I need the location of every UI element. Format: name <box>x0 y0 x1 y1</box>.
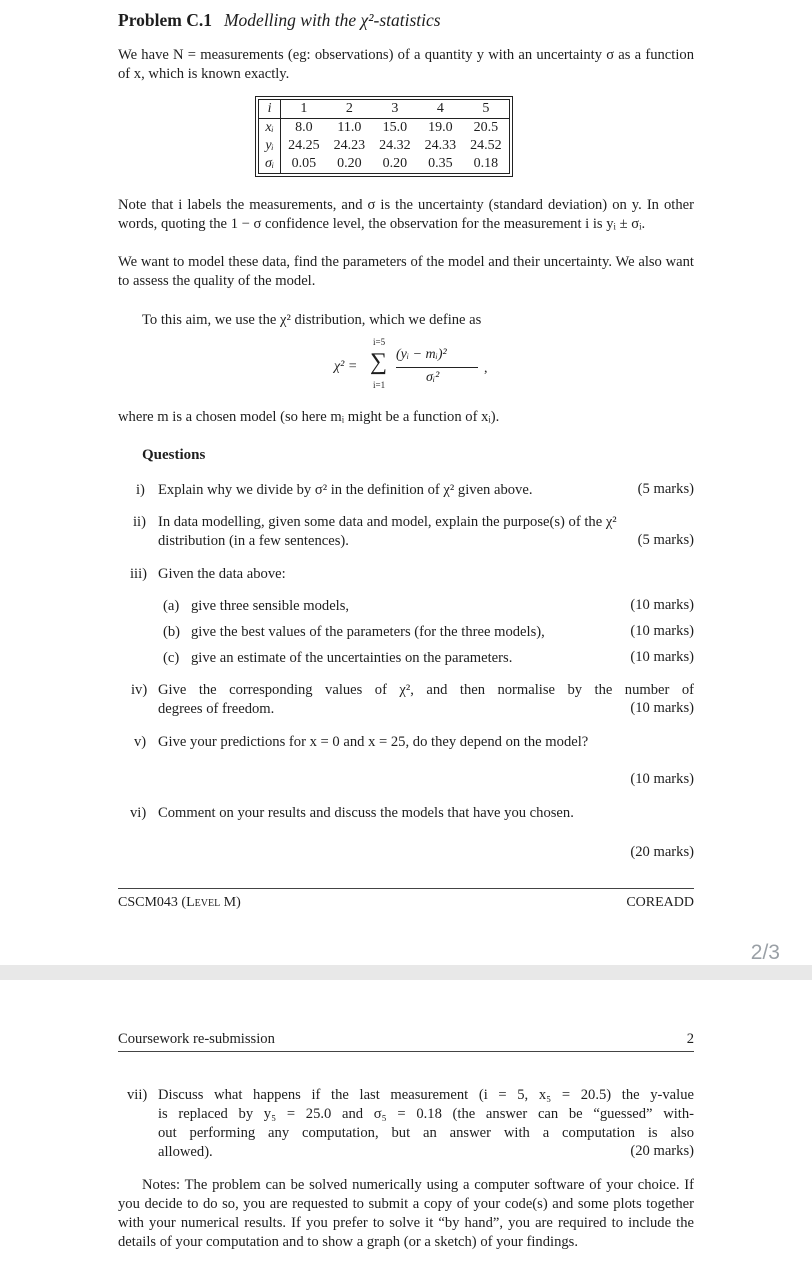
page2-page-number: 2 <box>686 1031 694 1047</box>
question-7-text-line1: Discuss what happens if the last measurement (i = 5, x₅ = 20.5) the y-value <box>158 1087 694 1103</box>
sum-lower-limit: i=1 <box>373 380 386 390</box>
question-7-marks: (20 marks) <box>630 1143 694 1159</box>
intro-paragraph: We have N = measurements (eg: observations) of a quantity y with an uncertainty σ as a function of x, which is known exactly. <box>118 47 694 82</box>
question-1-text: Explain why we divide by σ² in the definition of χ² given above. <box>158 482 533 498</box>
table-cell: 0.05 <box>291 156 317 171</box>
table-row-sigma <box>259 155 510 174</box>
question-5-text: Give your predictions for x = 0 and x = 25, do they depend on the model? <box>158 734 589 750</box>
table-cell: 24.23 <box>333 138 366 153</box>
question-4-marks: (10 marks) <box>630 700 694 716</box>
question-3a-number: (a) <box>163 598 180 614</box>
fraction-bar <box>396 367 478 368</box>
questions-heading: Questions <box>142 447 206 463</box>
question-1-number: i) <box>136 482 145 498</box>
question-7-text-line4: allowed). <box>158 1144 213 1160</box>
table-row-x <box>259 119 510 138</box>
question-5-marks: (10 marks) <box>630 771 694 787</box>
distribution-intro: To this aim, we use the χ² distribution, which we define as <box>142 312 482 328</box>
sum-symbol: ∑ <box>370 349 388 375</box>
table-cell: 5 <box>463 100 509 119</box>
table-cell: 0.18 <box>473 156 499 171</box>
table-cell: 11.0 <box>337 120 362 135</box>
formula-numerator: (yᵢ − mᵢ)² <box>396 347 447 362</box>
table-cell: 24.33 <box>424 138 457 153</box>
question-3b-text: give the best values of the parameters (for the three models), <box>191 624 545 640</box>
formula-denominator: σᵢ² <box>426 370 440 385</box>
question-7-text-line2: is replaced by y₅ = 25.0 and σ₅ = 0.18 (the answer can be “guessed” with- <box>158 1106 694 1122</box>
chi-square-formula <box>334 337 504 397</box>
question-3b-marks: (10 marks) <box>630 623 694 639</box>
page-separator <box>0 965 812 980</box>
footer-course-code: CSCM043 (Level M) <box>118 895 241 910</box>
question-1-marks: (5 marks) <box>637 481 694 497</box>
question-2-text-line1: In data modelling, given some data and model, explain the purpose(s) of the χ² <box>158 514 617 530</box>
question-3-text: Given the data above: <box>158 566 286 582</box>
problem-label: Problem C.1 <box>118 10 212 30</box>
footer-rule <box>118 888 694 889</box>
table-cell: 15.0 <box>382 120 408 135</box>
formula-lhs: χ² = <box>334 359 358 374</box>
table-cell: 19.0 <box>428 120 453 135</box>
sum-upper-limit: i=5 <box>373 337 386 347</box>
question-2-marks: (5 marks) <box>637 532 694 548</box>
row-label-i: i <box>259 100 281 119</box>
question-6-number: vi) <box>130 805 147 821</box>
table-cell: 3 <box>372 100 418 119</box>
question-5-number: v) <box>134 734 147 750</box>
question-3a-marks: (10 marks) <box>630 597 694 613</box>
question-3c-marks: (10 marks) <box>630 649 694 665</box>
page2-header-title: Coursework re-submission <box>118 1031 275 1047</box>
row-label-sigma: σᵢ <box>259 155 281 174</box>
table-cell: 24.25 <box>288 138 320 153</box>
footer-module: COREADD <box>626 895 694 910</box>
table-cell: 0.20 <box>337 156 362 171</box>
question-3c-number: (c) <box>163 650 180 666</box>
notes-paragraph: Notes: The problem can be solved numerically using a computer software of your choice. If you decide to do so, you are requested to submit a copy of your code(s) and some plots together with your numerical results. If you prefer to solve it “by hand”, you are required to include the details of your computation and to show a graph (or a sketch) of your findings. <box>118 1177 694 1250</box>
table-row-y <box>259 137 510 155</box>
row-label-x: xᵢ <box>259 119 281 138</box>
where-text: where m is a chosen model (so here mᵢ might be a function of xᵢ). <box>118 409 500 425</box>
question-2-text-line2: distribution (in a few sentences). <box>158 533 349 549</box>
table-cell: 0.20 <box>382 156 408 171</box>
problem-title: Modelling with the χ²-statistics <box>223 10 441 30</box>
note-paragraph: Note that i labels the measurements, and σ is the uncertainty (standard deviation) on y. In other words, quoting the 1 − σ confidence level, the observation for the measurement i is yᵢ ± σᵢ. <box>118 197 694 232</box>
table-cell: 24.52 <box>470 138 502 153</box>
table-cell: 2 <box>327 100 373 119</box>
question-3c-text: give an estimate of the uncertainties on the parameters. <box>191 650 513 666</box>
question-4-text-line2: degrees of freedom. <box>158 701 275 717</box>
question-7-text-line3: out performing any computation, but an answer with a computation is also <box>158 1125 694 1141</box>
table-row-i <box>259 100 510 119</box>
page-2 <box>0 980 812 1280</box>
question-4-number: iv) <box>131 682 148 698</box>
question-6-marks: (20 marks) <box>630 844 694 860</box>
question-3b-number: (b) <box>163 624 181 640</box>
formula-trailing: , <box>484 361 488 376</box>
problem-heading <box>118 10 441 31</box>
table-cell: 8.0 <box>295 120 313 135</box>
page-indicator: 2/3 <box>750 941 780 964</box>
aim-paragraph: We want to model these data, find the parameters of the model and their uncertainty. We also want to assess the quality of the model. <box>118 254 694 289</box>
measurements-table <box>258 99 510 174</box>
question-3-number: iii) <box>130 566 148 582</box>
table-cell: 0.35 <box>428 156 453 171</box>
table-cell: 20.5 <box>473 120 499 135</box>
question-2-number: ii) <box>133 514 146 530</box>
page2-header-rule <box>118 1051 694 1052</box>
table-cell: 1 <box>281 100 327 119</box>
question-4-text-line1: Give the corresponding values of χ², and then normalise by the number of <box>158 682 694 698</box>
table-cell: 4 <box>418 100 464 119</box>
row-label-y: yᵢ <box>259 137 281 155</box>
question-6-text: Comment on your results and discuss the models that have you chosen. <box>158 805 574 821</box>
question-3a-text: give three sensible models, <box>191 598 350 614</box>
table-cell: 24.32 <box>379 138 411 153</box>
question-7-number: vii) <box>127 1087 148 1103</box>
